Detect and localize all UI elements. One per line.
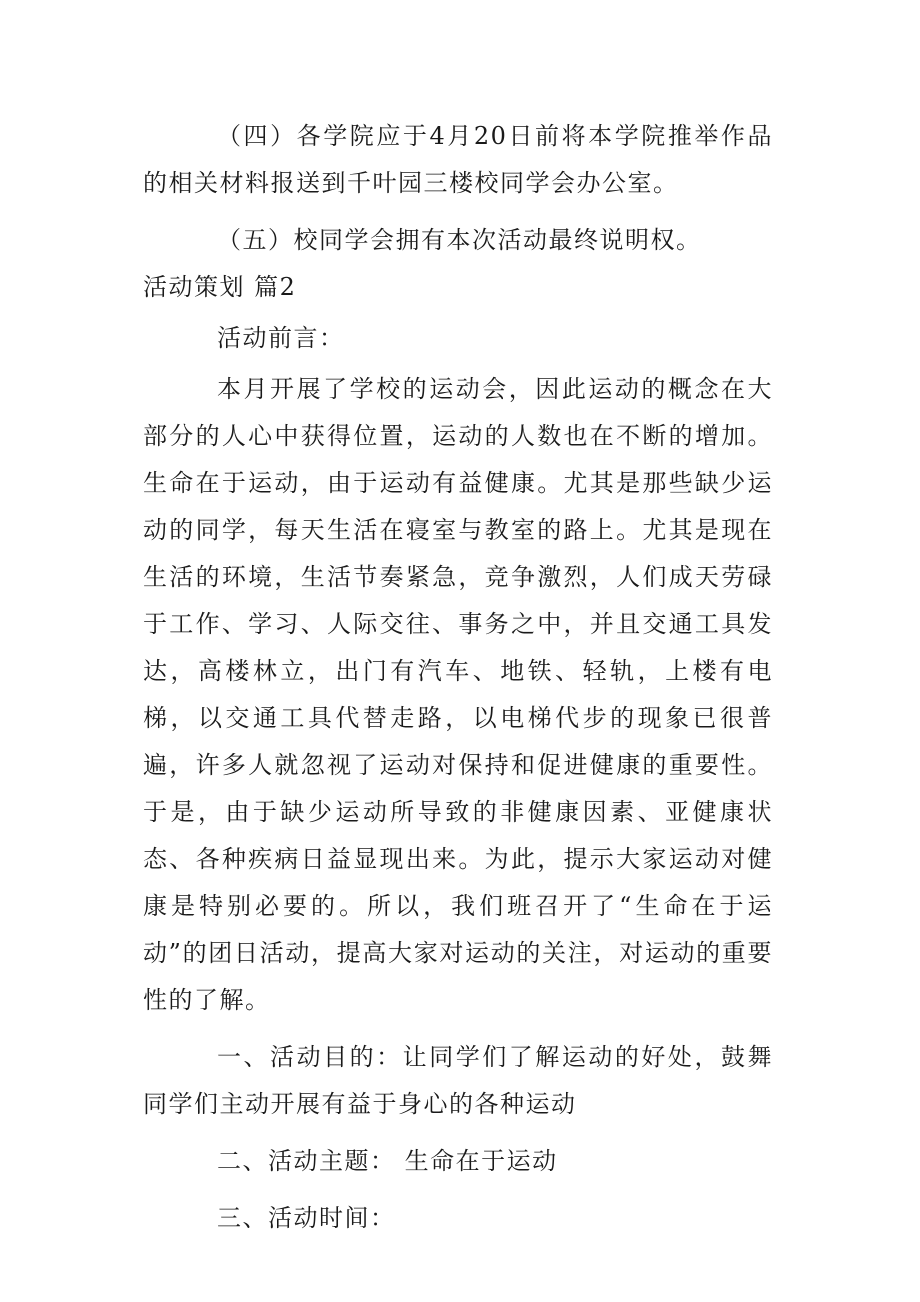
paragraph-theme: 二、活动主题： 生命在于运动: [217, 1147, 558, 1175]
document-body: [143, 113, 773, 1242]
paragraph-time: 三、活动时间：: [217, 1204, 396, 1232]
paragraph-preface-label: 活动前言：: [217, 324, 345, 352]
paragraph-item-5: （五）校同学会拥有本次活动最终说明权。: [217, 226, 702, 254]
section-heading: 活动策划 篇2: [143, 273, 297, 301]
paragraph-purpose: 一、活动目的：让同学们了解运动的好处，鼓舞同学们主动开展有益于身心的各种运动: [143, 1043, 773, 1118]
paragraph-item-4: （四）各学院应于4月20日前将本学院推举作品的相关材料报送到千叶园三楼校同学会办公室。: [143, 122, 773, 197]
paragraph-preface-body: 本月开展了学校的运动会，因此运动的概念在大部分的人心中获得位置，运动的人数也在不断的增加。生命在于运动，由于运动有益健康。尤其是那些缺少运动的同学，每天生活在寝室与教室的路上。尤其是现在生活的环境，生活节奏紧急，竞争激烈，人们成天劳碌于工作、学习、人际交往、事务之中，并且交通工具发达，高楼林立，出门有汽车、地铁、轻轨，上楼有电梯，以交通工具代替走路，以电梯代步的现象已很普遍，许多人就忽视了运动对保持和促进健康的重要性。于是，由于缺少运动所导致的非健康因素、亚健康状态、各种疾病日益显现出来。为此，提示大家运动对健康是特别必要的。所以，我们班召开了“生命在于运动”的团日活动，提高大家对运动的关注，对运动的重要性的了解。: [143, 375, 773, 1014]
